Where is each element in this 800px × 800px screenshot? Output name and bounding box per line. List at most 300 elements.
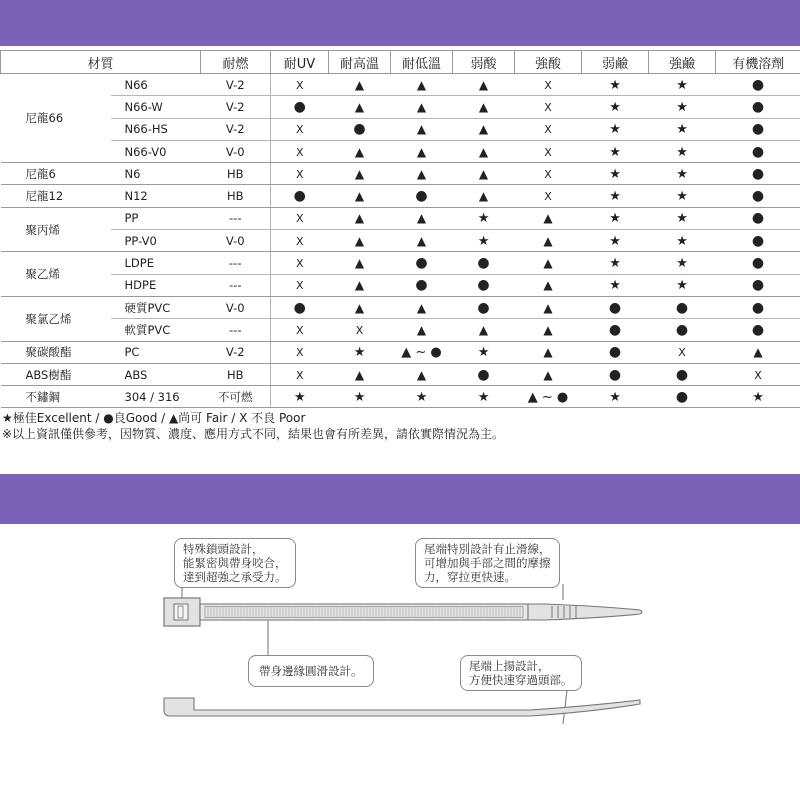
rating-weak-alkali [582,296,649,318]
cable-tie-diagram [0,524,800,800]
header-flame: 耐燃 [201,51,271,74]
callout-tail-grip-line: 可增加與手部之間的摩擦 [424,556,551,570]
rating-symbol-star: ★ [676,233,688,249]
legend-symbols: ★極佳Excellent / ●良Good / ▲尚可 Fair / X 不良 Poor [2,411,306,425]
rating-strong-alkali [649,296,716,318]
rating-symbol-tri: ▲ [354,77,365,92]
rating-symbol-x: X [544,145,552,159]
rating-high-temp [329,296,391,318]
rating-symbol-tri: ▲ [416,99,427,114]
flame-rating: V-0 [201,230,271,252]
rating-symbol-dot: ● [751,232,765,249]
rating-symbol-tri: ▲ [478,189,489,204]
rating-strong-acid [515,140,582,162]
rating-symbol-x: X [355,323,364,337]
header-weak-acid: 弱酸 [453,51,515,74]
rating-symbol-star: ★ [676,166,688,182]
rating-weak-alkali [582,341,649,363]
mid-banner [0,474,800,524]
callout-tail-up [460,655,582,691]
rating-weak-acid [453,386,515,408]
material-grade: 304 / 316 [111,386,201,408]
rating-symbol-x: X [295,346,304,360]
rating-organic-solvent [716,341,800,363]
rating-symbol-x: X [295,279,304,293]
top-banner [0,0,800,46]
rating-symbol-star: ★ [609,189,621,205]
rating-weak-alkali [582,386,649,408]
rating-organic-solvent [716,74,800,96]
rating-symbol-tri: ▲ [543,233,553,248]
material-grade: PP-V0 [111,230,201,252]
callout-smooth-edge [248,655,374,687]
rating-uv [271,185,329,207]
rating-symbol-dot: ● [608,344,622,361]
rating-symbol-x: X [295,323,304,337]
rating-weak-acid [453,296,515,318]
rating-strong-alkali [649,118,716,140]
rating-symbol-tri: ▲ [416,211,427,226]
rating-strong-acid [515,185,582,207]
callout-lock-head [174,538,296,588]
rating-symbol-dot: ● [477,277,490,294]
rating-symbol-dot: ● [415,255,428,272]
rating-organic-solvent [716,296,800,318]
table-row [1,96,800,118]
flame-rating: --- [201,274,271,296]
rating-strong-alkali [649,230,716,252]
rating-symbol-dot: ● [293,188,306,205]
rating-symbol-tri: ▲ [543,345,553,360]
rating-organic-solvent [716,163,800,185]
table-row [1,341,800,363]
rating-symbol-star: ★ [609,256,621,272]
rating-weak-acid [453,118,515,140]
rating-uv [271,252,329,274]
table-body [1,74,800,408]
material-grade: LDPE [111,252,201,274]
rating-low-temp [391,207,453,229]
rating-symbol-tri: ▲ [416,122,427,137]
flame-rating: V-2 [201,118,271,140]
rating-symbol-star: ★ [676,189,688,205]
rating-symbol-tri: ▲ [354,300,365,315]
rating-low-temp [391,118,453,140]
rating-low-temp [391,140,453,162]
rating-symbol-dot: ● [477,366,490,383]
rating-symbol-dot: ● [675,321,689,338]
rating-strong-alkali [649,96,716,118]
rating-symbol-star: ★ [676,122,688,138]
callout-tail-grip-line: 尾端特別設計有止滑線， [424,542,551,556]
rating-strong-acid [515,163,582,185]
rating-strong-acid [515,252,582,274]
rating-symbol-star: ★ [676,256,688,272]
rating-uv [271,207,329,229]
rating-high-temp [329,274,391,296]
rating-weak-alkali [582,363,649,385]
material-group-name: 尼龍12 [1,185,111,207]
rating-symbol-star: ★ [477,233,490,249]
rating-weak-alkali [582,140,649,162]
rating-low-temp [391,296,453,318]
rating-strong-acid [515,74,582,96]
rating-low-temp [391,74,453,96]
rating-strong-acid [515,230,582,252]
rating-organic-solvent [716,386,800,408]
header-organic-solvent: 有機溶劑 [716,51,800,74]
rating-uv [271,163,329,185]
rating-symbol-star: ★ [676,144,688,160]
cable-tie-top-view [164,598,642,626]
table-row [1,140,800,162]
rating-organic-solvent [716,319,800,341]
material-group-name: 尼龍6 [1,163,111,185]
rating-symbol-dot: ● [751,299,765,316]
rating-weak-acid [453,96,515,118]
rating-symbol-tri: ▲ [416,300,427,315]
rating-uv [271,96,329,118]
rating-symbol-x: X [295,234,304,248]
rating-low-temp [391,386,453,408]
rating-weak-alkali [582,96,649,118]
tie-side-profile [164,698,640,716]
rating-symbol-dot: ● [415,188,428,205]
rating-symbol-star: ★ [609,122,621,138]
callout-smooth-edge-line: 帶身邊緣圓滑設計。 [259,664,363,678]
rating-low-temp [391,185,453,207]
rating-symbol-dot: ● [751,277,765,294]
rating-symbol-star: ★ [609,278,621,294]
rating-symbol-star: ★ [609,233,621,249]
rating-strong-alkali [649,252,716,274]
rating-weak-acid [453,274,515,296]
rating-symbol-star: ★ [477,211,490,227]
tie-tail [528,604,642,620]
rating-strong-alkali [649,140,716,162]
rating-symbol-tri: ▲ [478,99,489,114]
rating-high-temp [329,341,391,363]
rating-organic-solvent [716,207,800,229]
rating-symbol-tri: ▲ [354,233,365,248]
material-grade: N66-HS [111,118,201,140]
rating-high-temp [329,230,391,252]
rating-high-temp [329,386,391,408]
rating-symbol-tri: ▲ [416,233,427,248]
rating-symbol-x: X [295,145,304,159]
rating-organic-solvent [716,230,800,252]
callout-tail-grip [415,538,560,588]
rating-strong-alkali [649,319,716,341]
rating-symbol-x: X [295,78,304,92]
rating-symbol-tri-dot: ▲ ~ ● [401,345,442,361]
rating-symbol-star: ★ [752,389,764,405]
rating-weak-acid [453,341,515,363]
table-row [1,118,800,140]
rating-uv [271,341,329,363]
rating-weak-alkali [582,118,649,140]
table-row [1,252,800,274]
rating-symbol-dot: ● [293,98,306,115]
rating-symbol-tri: ▲ [478,166,489,181]
table-row [1,207,800,229]
header-high-temp: 耐高溫 [329,51,391,74]
rating-symbol-x: X [544,100,552,114]
rating-symbol-dot: ● [608,299,622,316]
rating-strong-alkali [649,185,716,207]
rating-symbol-tri: ▲ [354,144,365,159]
material-grade: N66-V0 [111,140,201,162]
rating-symbol-dot: ● [477,255,490,272]
rating-symbol-tri: ▲ [478,322,489,337]
legend [2,410,504,442]
flame-rating: V-2 [201,74,271,96]
rating-strong-acid [515,118,582,140]
rating-organic-solvent [716,118,800,140]
rating-weak-acid [453,319,515,341]
rating-weak-acid [453,140,515,162]
rating-symbol-x: X [295,257,304,271]
table-header-row [1,51,800,74]
rating-organic-solvent [716,96,800,118]
rating-organic-solvent [716,363,800,385]
rating-uv [271,230,329,252]
rating-weak-acid [453,185,515,207]
rating-high-temp [329,118,391,140]
rating-low-temp [391,252,453,274]
rating-symbol-dot: ● [751,165,765,182]
rating-low-temp [391,163,453,185]
rating-symbol-tri: ▲ [416,322,427,337]
rating-symbol-dot: ● [477,299,490,316]
rating-symbol-x: X [544,78,552,92]
rating-symbol-tri: ▲ [354,211,365,226]
rating-symbol-tri: ▲ [416,367,427,382]
rating-weak-alkali [582,207,649,229]
rating-symbol-tri: ▲ [416,144,427,159]
material-grade: N66-W [111,96,201,118]
material-group-name: 聚碳酸酯 [1,341,111,363]
rating-uv [271,296,329,318]
rating-weak-acid [453,363,515,385]
rating-high-temp [329,363,391,385]
flame-rating: --- [201,207,271,229]
rating-symbol-star: ★ [353,389,366,405]
rating-symbol-star: ★ [477,345,490,361]
rating-uv [271,118,329,140]
rating-low-temp [391,274,453,296]
rating-symbol-dot: ● [608,366,622,383]
rating-strong-acid [515,341,582,363]
rating-symbol-x: X [544,123,552,137]
tie-head-slot [174,604,188,620]
rating-weak-alkali [582,163,649,185]
material-grade: 硬質PVC [111,296,201,318]
rating-high-temp [329,207,391,229]
material-grade: PC [111,341,201,363]
rating-symbol-x: X [295,123,304,137]
rating-weak-acid [453,74,515,96]
flame-rating: HB [201,163,271,185]
material-grade: HDPE [111,274,201,296]
material-resistance-table [0,50,800,408]
rating-uv [271,363,329,385]
rating-high-temp [329,252,391,274]
rating-symbol-x: X [754,368,762,382]
rating-symbol-star: ★ [676,211,688,227]
rating-symbol-star: ★ [676,99,688,115]
rating-symbol-tri-dot: ▲ ~ ● [527,389,569,405]
rating-strong-alkali [649,207,716,229]
rating-symbol-x: X [544,167,552,181]
rating-symbol-tri: ▲ [543,256,553,271]
rating-low-temp [391,230,453,252]
header-strong-alkali: 強鹼 [649,51,716,74]
rating-symbol-dot: ● [675,366,689,383]
rating-weak-alkali [582,319,649,341]
flame-rating: V-0 [201,140,271,162]
rating-organic-solvent [716,274,800,296]
rating-strong-acid [515,319,582,341]
material-group-name: ABS樹酯 [1,363,111,385]
rating-symbol-star: ★ [353,345,366,361]
rating-uv [271,140,329,162]
rating-strong-alkali [649,386,716,408]
material-group-name: 尼龍66 [1,74,111,163]
rating-symbol-tri: ▲ [478,122,489,137]
rating-symbol-dot: ● [751,121,765,138]
rating-strong-alkali [649,363,716,385]
rating-weak-alkali [582,230,649,252]
table-row [1,386,800,408]
legend-disclaimer: ※以上資訊僅供參考，因物質、濃度、應用方式不同，結果也會有所差異，請依實際情況為主。 [2,427,505,441]
table-row [1,163,800,185]
callout-lock-head-line: 能緊密與帶身咬合， [183,556,287,570]
callout-tail-up-line: 方便快速穿過頭部。 [469,673,573,687]
rating-strong-alkali [649,274,716,296]
rating-symbol-star: ★ [609,77,621,93]
rating-symbol-star: ★ [293,389,306,405]
rating-symbol-dot: ● [353,121,366,138]
rating-symbol-tri: ▲ [478,144,489,159]
table-row [1,230,800,252]
material-group-name: 不鏽鋼 [1,386,111,408]
rating-symbol-dot: ● [293,299,306,316]
rating-strong-acid [515,296,582,318]
header-strong-acid: 強酸 [515,51,582,74]
rating-symbol-tri: ▲ [543,300,553,315]
table-row [1,274,800,296]
rating-weak-alkali [582,185,649,207]
rating-symbol-tri: ▲ [416,77,427,92]
rating-symbol-tri: ▲ [354,367,365,382]
rating-low-temp [391,341,453,363]
rating-strong-acid [515,274,582,296]
table-row [1,185,800,207]
material-grade: ABS [111,363,201,385]
rating-symbol-tri: ▲ [753,345,763,360]
table-row [1,296,800,318]
cable-tie-side-view [164,698,640,716]
rating-symbol-x: X [295,368,304,382]
rating-strong-acid [515,96,582,118]
header-low-temp: 耐低溫 [391,51,453,74]
rating-symbol-tri: ▲ [543,211,553,226]
rating-symbol-dot: ● [751,255,765,272]
rating-symbol-tri: ▲ [354,256,365,271]
rating-organic-solvent [716,140,800,162]
rating-organic-solvent [716,185,800,207]
rating-symbol-tri: ▲ [543,367,553,382]
rating-weak-alkali [582,74,649,96]
rating-uv [271,74,329,96]
material-group-name: 聚丙烯 [1,207,111,252]
material-grade: N12 [111,185,201,207]
rating-low-temp [391,363,453,385]
table-row [1,363,800,385]
header-uv: 耐UV [271,51,329,74]
rating-symbol-tri: ▲ [543,322,553,337]
material-grade: 軟質PVC [111,319,201,341]
flame-rating: --- [201,252,271,274]
rating-low-temp [391,319,453,341]
callout-tail-grip-line: 力，穿拉更快速。 [424,570,516,584]
rating-symbol-star: ★ [609,144,621,160]
rating-symbol-tri: ▲ [354,278,365,293]
rating-high-temp [329,319,391,341]
material-group-name: 聚氯乙烯 [1,296,111,341]
rating-weak-acid [453,163,515,185]
rating-uv [271,386,329,408]
rating-symbol-star: ★ [415,389,428,405]
rating-symbol-star: ★ [609,99,621,115]
rating-symbol-star: ★ [609,211,621,227]
rating-symbol-tri: ▲ [354,189,365,204]
rating-symbol-dot: ● [751,98,765,115]
rating-high-temp [329,140,391,162]
callout-lock-head-line: 達到超強之承受力。 [183,570,287,584]
rating-high-temp [329,96,391,118]
flame-rating: --- [201,319,271,341]
rating-symbol-dot: ● [751,188,765,205]
rating-symbol-star: ★ [609,166,621,182]
table-row [1,74,800,96]
flame-rating: HB [201,363,271,385]
rating-strong-alkali [649,341,716,363]
header-material: 材質 [1,51,201,74]
rating-symbol-tri: ▲ [354,99,365,114]
rating-symbol-dot: ● [751,143,765,160]
rating-weak-acid [453,252,515,274]
rating-low-temp [391,96,453,118]
rating-weak-alkali [582,274,649,296]
rating-symbol-star: ★ [676,278,688,294]
rating-symbol-star: ★ [477,389,490,405]
flame-rating: V-2 [201,341,271,363]
rating-symbol-dot: ● [751,76,765,93]
rating-weak-acid [453,207,515,229]
rating-symbol-dot: ● [415,277,428,294]
flame-rating: V-0 [201,296,271,318]
rating-strong-acid [515,207,582,229]
rating-symbol-dot: ● [751,321,765,338]
rating-symbol-dot: ● [675,299,689,316]
callout-tail-up-line: 尾端上揚設計， [469,659,550,673]
rating-symbol-dot: ● [751,210,765,227]
table-row [1,319,800,341]
rating-uv [271,274,329,296]
rating-weak-alkali [582,252,649,274]
